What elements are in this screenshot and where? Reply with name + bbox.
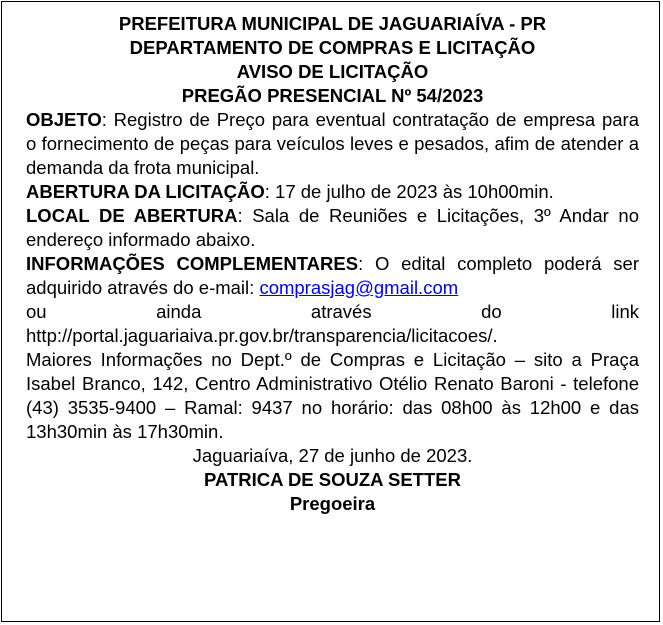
signer-role: Pregoeira	[289, 493, 376, 514]
objeto-text: : Registro de Preço para eventual contratação de empresa para o fornecimento de peças para veículos leves e pesados, afim de atender a demanda da frota municipal.	[26, 109, 639, 178]
objeto-label: OBJETO	[26, 109, 102, 130]
informacoes-label: INFORMAÇÕES COMPLEMENTARES	[26, 253, 359, 274]
email-link[interactable]: comprasjag@gmail.com	[259, 277, 459, 298]
maiores-paragraph: Maiores Informações no Dept.º de Compras e Licitação – sito a Praça Isabel Branco, 142, Centro Administrativo Otélio Renato Baroni - telefone (43) 3535-9400 – Ramal: 9437 no horário: das 08h00 às 12h00 e das 13h30min às 17h30min.	[26, 349, 639, 442]
signer-name: PATRICA DE SOUZA SETTER	[204, 469, 461, 490]
objeto-paragraph	[26, 108, 639, 180]
abertura-label: ABERTURA DA LICITAÇÃO	[26, 181, 265, 202]
portal-url: http://portal.jaguariaiva.pr.gov.br/transparencia/licitacoes/.	[26, 325, 498, 346]
header-notice-title: AVISO DE LICITAÇÃO	[236, 61, 429, 82]
abertura-text: : 17 de julho de 2023 às 10h00min.	[264, 181, 554, 202]
abertura-paragraph	[26, 180, 639, 204]
local-paragraph	[26, 204, 639, 252]
notice-document	[26, 12, 639, 516]
informacoes-paragraph	[26, 252, 639, 300]
signature-date: Jaguariaíva, 27 de junho de 2023.	[192, 445, 473, 466]
local-text: : Sala de Reuniões e Licitações, 3º Andar no endereço informado abaixo.	[26, 205, 639, 250]
informacoes-text: : O edital completo poderá ser adquirido através do e-mail:	[26, 253, 640, 298]
header-auction-number: PREGÃO PRESENCIAL Nº 54/2023	[181, 85, 484, 106]
local-label: LOCAL DE ABERTURA	[26, 205, 238, 226]
notice-frame	[1, 1, 660, 622]
informacoes-link-line: ou ainda através do link	[26, 301, 639, 322]
header-municipality: PREFEITURA MUNICIPAL DE JAGUARIAÍVA - PR	[118, 13, 547, 34]
header-department: DEPARTAMENTO DE COMPRAS E LICITAÇÃO	[129, 37, 536, 58]
